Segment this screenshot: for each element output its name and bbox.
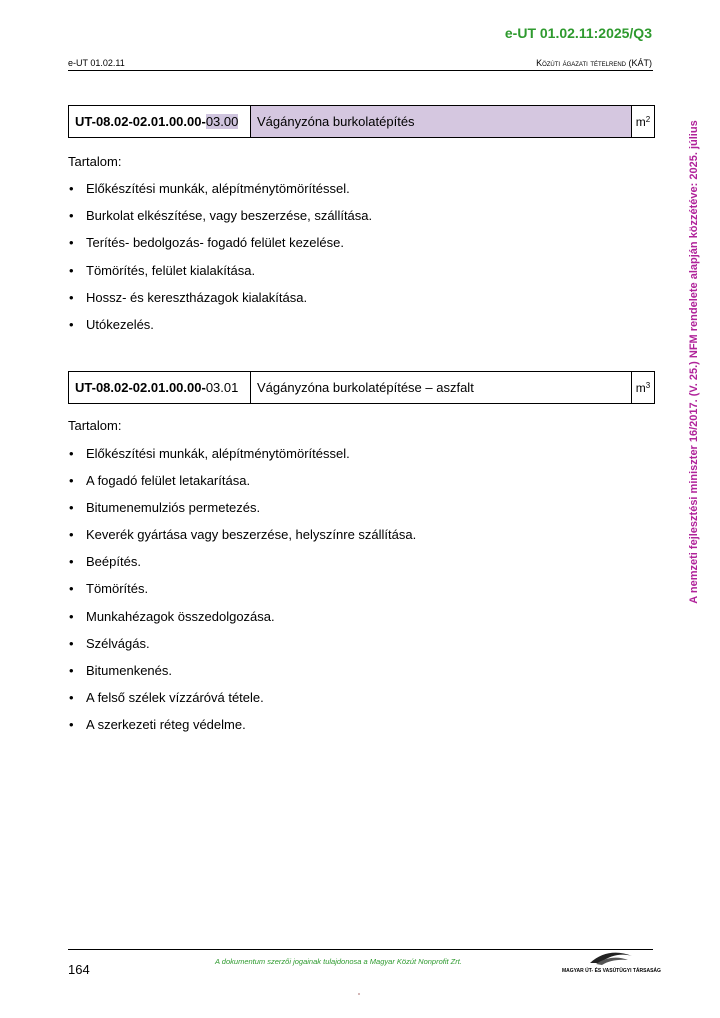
item-name-cell xyxy=(251,106,632,137)
item-code-cell xyxy=(69,106,251,137)
content-label: Tartalom: xyxy=(68,418,122,433)
association-logo xyxy=(562,950,661,974)
item-unit: m xyxy=(635,380,646,395)
list-item: • A felső szélek vízzáróvá tétele. xyxy=(68,690,416,717)
list-item: • Terítés- bedolgozás- fogadó felület kezelése. xyxy=(68,235,372,262)
header-left-code: e-UT 01.02.11 xyxy=(68,58,125,68)
logo-text: MAGYAR ÚT- ÉS VASÚTÜGYI TÁRSASÁG xyxy=(562,968,661,974)
list-item: • Bitumenkenés. xyxy=(68,663,416,690)
list-item: • Tömörítés, felület kialakítása. xyxy=(68,263,372,290)
list-item: • Keverék gyártása vagy beszerzése, helyszínre szállítása. xyxy=(68,527,416,554)
publication-side-note: A nemzeti fejlesztési miniszter 16/2017. (V. 25.) NFM rendelete alapján közzétéve: 2025. július xyxy=(688,120,700,604)
list-item: • Munkahézagok összedolgozása. xyxy=(68,609,416,636)
item-code-suffix: 03.01 xyxy=(205,380,239,395)
list-item: • Hossz- és keresztházagok kialakítása. xyxy=(68,290,372,317)
content-list-1 xyxy=(68,181,372,344)
logo-swoosh-icon xyxy=(562,950,654,966)
list-item: • Burkolat elkészítése, vagy beszerzése, szállítása. xyxy=(68,208,372,235)
item-code-prefix: UT-08.02-02.01.00.00- xyxy=(75,114,206,129)
item-name: Vágányzóna burkolatépítés xyxy=(257,114,415,129)
list-item: • Utókezelés. xyxy=(68,317,372,344)
item-unit: m xyxy=(635,114,646,129)
list-item: • Szélvágás. xyxy=(68,636,416,663)
item-name-cell xyxy=(251,372,632,403)
list-item: • Bitumenemulziós permetezés. xyxy=(68,500,416,527)
header-right-title: Közúti ágazati tételrend (KÁT) xyxy=(536,58,652,68)
item-code-suffix: 03.00 xyxy=(205,114,239,129)
item-unit-cell: m $^2$ xyxy=(635,114,651,129)
header-divider xyxy=(68,70,653,71)
page-number: 164 xyxy=(68,962,90,977)
item-table-2 xyxy=(68,371,655,404)
content-label: Tartalom: xyxy=(68,154,122,169)
item-unit-cell: m $^3$ xyxy=(635,380,651,395)
content-list-2 xyxy=(68,446,416,744)
list-item: • Előkészítési munkák, alépítménytömörítéssel. xyxy=(68,446,416,473)
copyright-notice: A dokumentum szerzői jogainak tulajdonosa a Magyar Közút Nonprofit Zrt. xyxy=(215,957,462,966)
list-item: • Tömörítés. xyxy=(68,581,416,608)
list-item: • A szerkezeti réteg védelme. xyxy=(68,717,416,744)
list-item: • A fogadó felület letakarítása. xyxy=(68,473,416,500)
stray-dot xyxy=(358,993,360,995)
list-item: • Előkészítési munkák, alépítménytömörítéssel. xyxy=(68,181,372,208)
item-table-1 xyxy=(68,105,655,138)
document-code: e-UT 01.02.11:2025/Q3 xyxy=(504,25,652,41)
item-name: Vágányzóna burkolatépítése – aszfalt xyxy=(257,380,474,395)
item-code-prefix: UT-08.02-02.01.00.00- xyxy=(75,380,206,395)
item-code-cell xyxy=(69,372,251,403)
list-item: • Beépítés. xyxy=(68,554,416,581)
